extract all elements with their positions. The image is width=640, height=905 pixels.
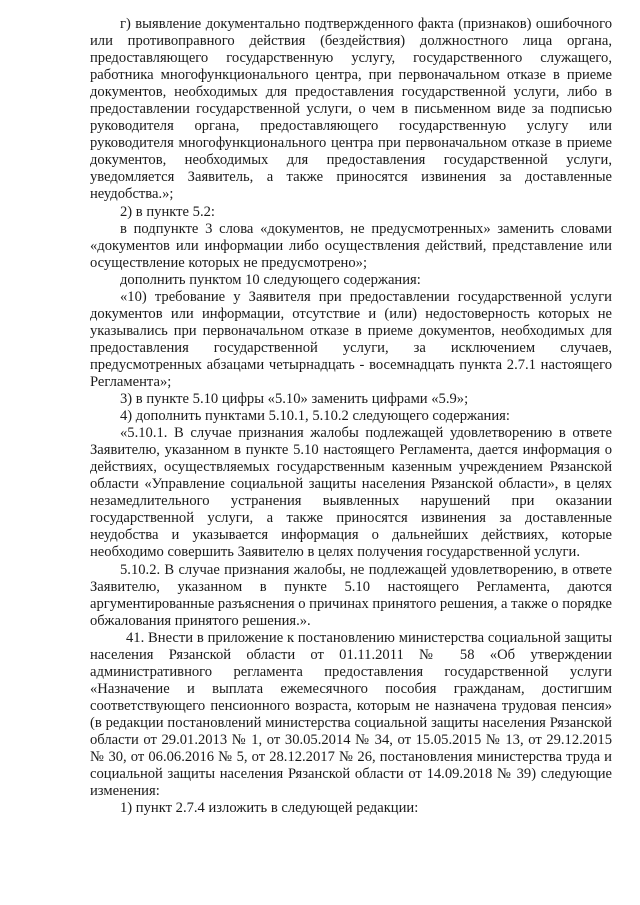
paragraph-point-2-7-4: 1) пункт 2.7.4 изложить в следующей редакции: — [120, 800, 419, 817]
paragraph-item-41: 41. Внести в приложение к постановлению министерства социальной защиты населения Рязанской области от 01.11.2011 № 58 «Об утверждении административного регламента предоставления государственной услуги «Назначение и выплата ежемесячного пособия гражданам, достигшим соответствующего пенсионного возраста, которым не назначена трудовая пенсия» (в редакции постановлений министерства социальной защиты населения Рязанской области от 29.01.2013 № 1, от 30.05.2014 № 34, от 15.05.2015 № 13, от 29.12.2015 № 30, от 06.06.2016 № 5, от 28.12.2017 № 26, постановления министерства труда и социальной защиты населения Рязанской области от 14.09.2018 № 39) следующие изменения: — [90, 629, 612, 800]
paragraph-point-4: 4) дополнить пунктами 5.10.1, 5.10.2 следующего содержания: — [120, 408, 510, 425]
paragraph-point-3: 3) в пункте 5.10 цифры «5.10» заменить цифрами «5.9»; — [120, 391, 469, 408]
paragraph-5-10-2: 5.10.2. В случае признания жалобы, не подлежащей удовлетворению, в ответе Заявителю, указанном в пункте 5.10 настоящего Регламента, даются аргументированные разъяснения о причинах принятого решения, а также о порядке обжалования принятого решения.». — [90, 561, 612, 629]
document-body — [90, 16, 612, 817]
paragraph-5-10-1: «5.10.1. В случае признания жалобы подлежащей удовлетворению в ответе Заявителю, указанном в пункте 5.10 настоящего Регламента, дается информация о действиях, осуществляемых государственным казенным учреждением Рязанской области «Управление социальной защиты населения Рязанской области», в целях незамедлительного устранения выявленных нарушений при оказании государственной услуги, а также приносятся извинения за доставленные неудобства и указывается информация о дальнейших действиях, которые необходимо совершить Заявителю в целях получения государственной услуги. — [90, 425, 612, 561]
paragraph-subpoint-3-replacement: в подпункте 3 слова «документов, не предусмотренных» заменить словами «документов или информации либо осуществления действий, представление или осуществление которых не предусмотрено»; — [90, 220, 612, 271]
paragraph-add-point-10: дополнить пунктом 10 следующего содержания: — [120, 271, 421, 288]
paragraph-item-g: г) выявление документально подтвержденного факта (признаков) ошибочного или противоправного действия (бездействия) должностного лица органа, предоставляющего государственную услугу, государственного служащего, работника многофункционального центра, при первоначальном отказе в приеме документов, необходимых для предоставления государственной услуги, либо в предоставлении государственной услуги, о чем в письменном виде за подписью руководителя органа, предоставляющего государственную услугу или руководителя многофункционального центра при первоначальном отказе в приеме документов, необходимых для предоставления государственной услуги, уведомляется Заявитель, а также приносятся извинения за доставленные неудобства.»; — [90, 16, 612, 203]
paragraph-point-2: 2) в пункте 5.2: — [120, 203, 215, 220]
paragraph-point-10-text: «10) требование у Заявителя при предоставлении государственной услуги документов или информации, отсутствие и (или) недостоверность которых не указывались при первоначальном отказе в приеме документов, необходимых для предоставления государственной услуги, за исключением случаев, предусмотренных абзацами четырнадцать - восемнадцать пункта 2.7.1 настоящего Регламента»; — [90, 288, 612, 390]
